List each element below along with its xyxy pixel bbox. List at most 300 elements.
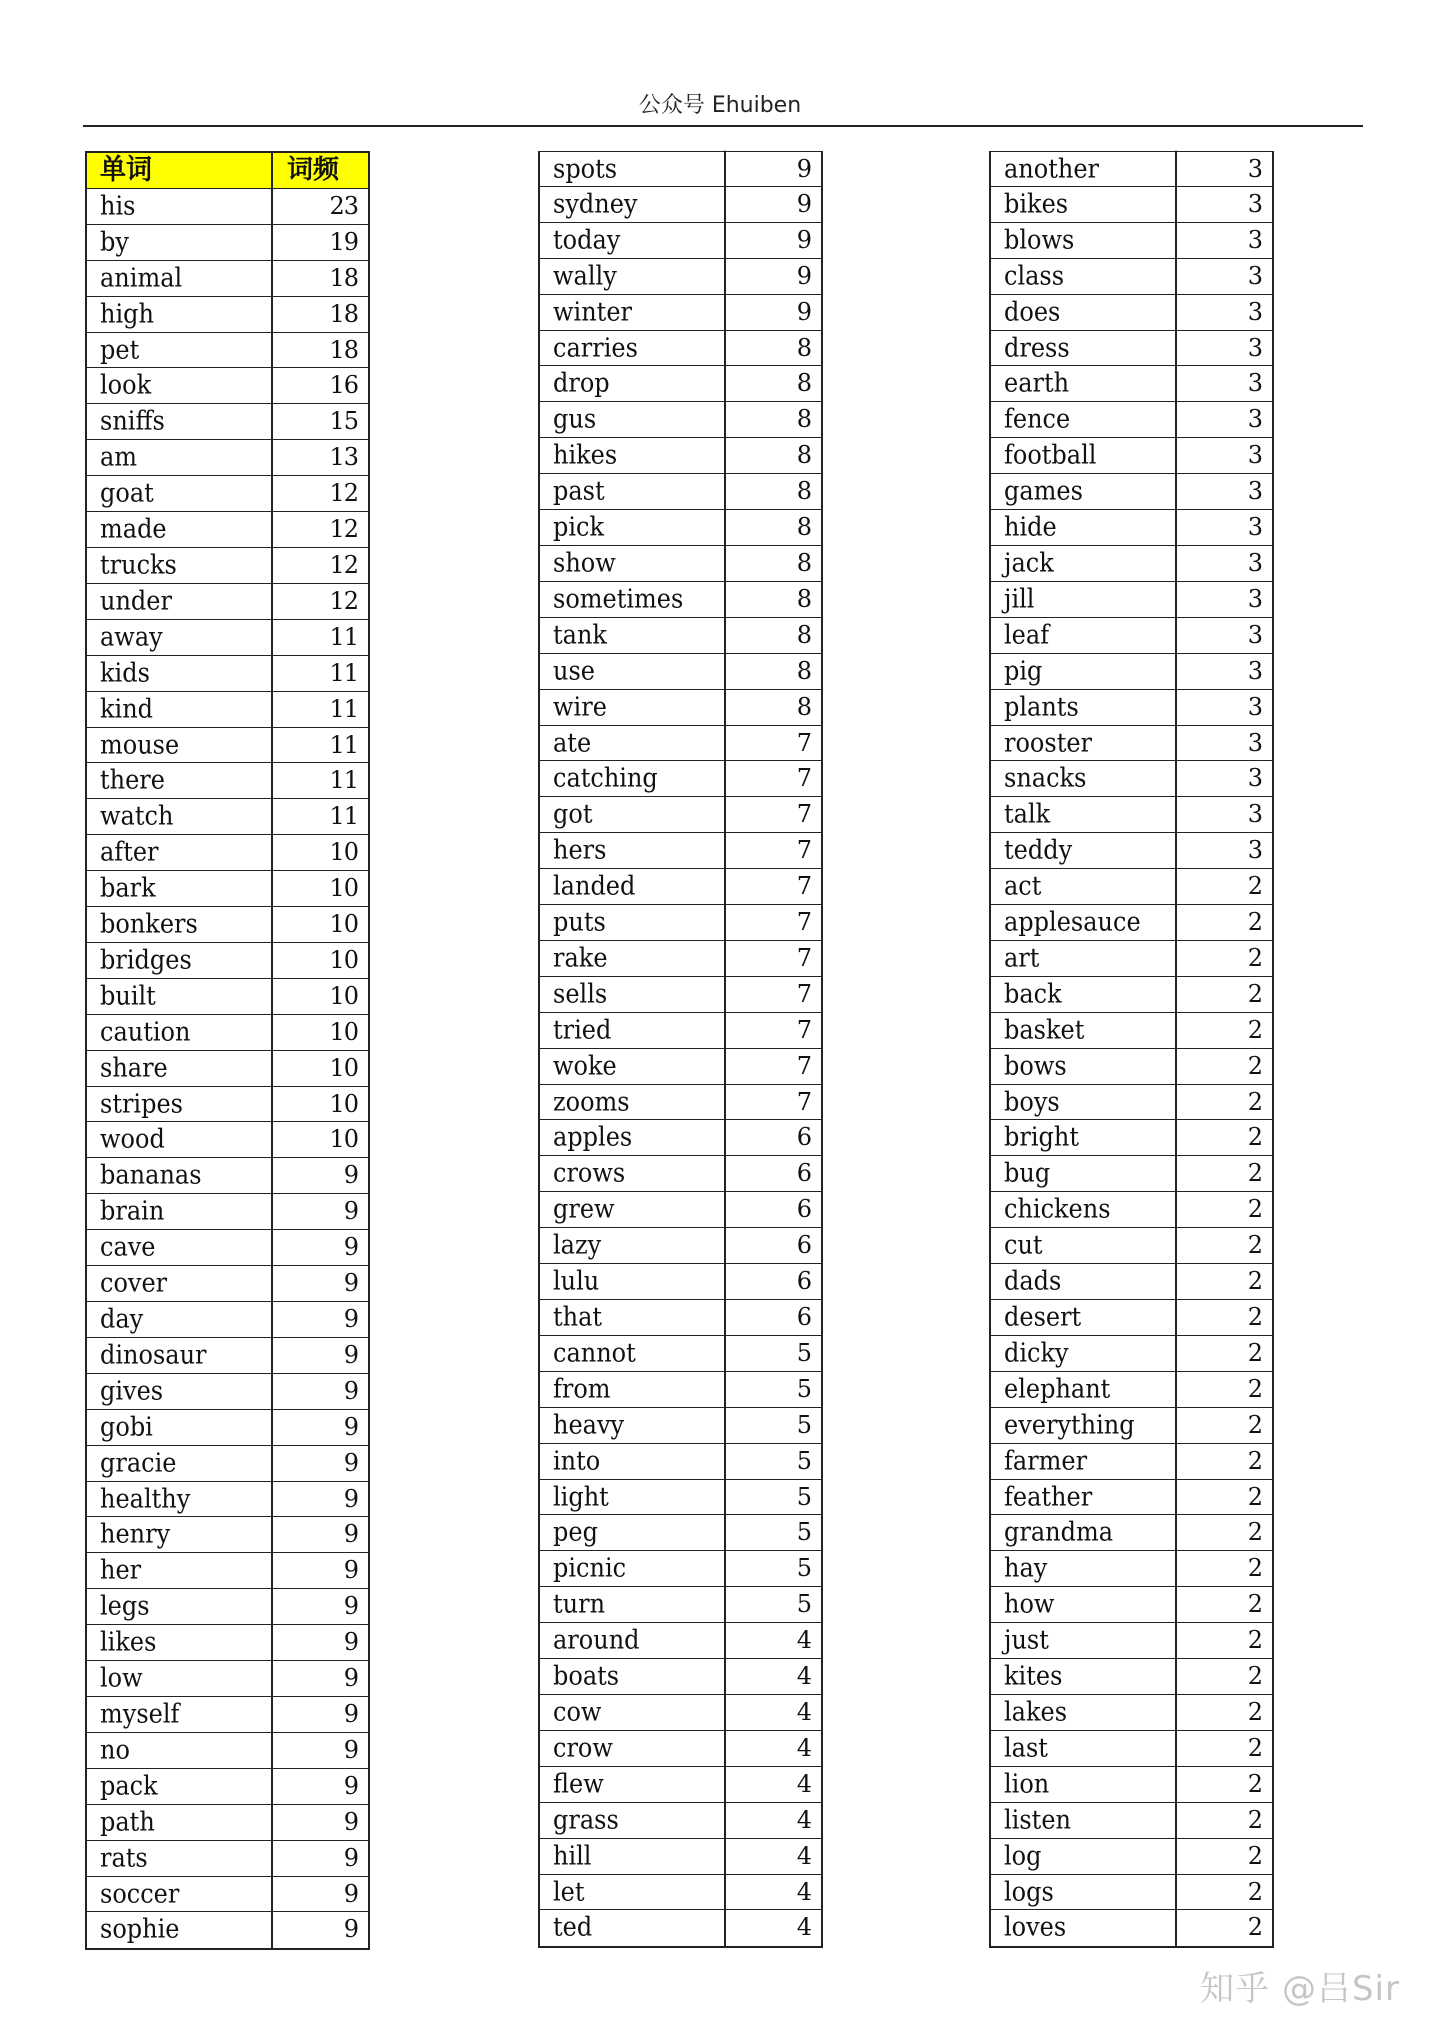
frequency-cell: 2 xyxy=(1247,1374,1262,1403)
word-cell: goat xyxy=(87,475,273,513)
table-row xyxy=(87,799,368,835)
table-row xyxy=(87,656,368,692)
frequency-cell: 2 xyxy=(1247,1482,1262,1511)
frequency-cell: 2 xyxy=(1247,872,1262,901)
word-cell: bark xyxy=(87,870,273,908)
frequency-cell: 3 xyxy=(1247,692,1262,721)
frequency-cell: 7 xyxy=(796,872,811,901)
frequency-cell: 5 xyxy=(796,1482,811,1511)
table-row xyxy=(991,690,1272,726)
word-cell: just xyxy=(991,1622,1177,1660)
table-row xyxy=(87,440,368,476)
frequency-cell: 8 xyxy=(796,333,811,362)
table-row xyxy=(540,402,821,438)
frequency-cell: 2 xyxy=(1247,1015,1262,1044)
word-cell: low xyxy=(87,1660,273,1698)
frequency-cell: 2 xyxy=(1247,908,1262,937)
word-cell: apples xyxy=(540,1119,726,1157)
frequency-cell: 2 xyxy=(1247,1733,1262,1762)
table-row xyxy=(87,1553,368,1589)
table-row xyxy=(87,1122,368,1158)
table-row xyxy=(87,584,368,620)
frequency-cell: 2 xyxy=(1247,1159,1262,1188)
word-table-column-2 xyxy=(538,151,823,1948)
frequency-cell: 4 xyxy=(796,1733,811,1762)
word-cell: there xyxy=(87,762,273,800)
table-row xyxy=(540,1372,821,1408)
word-cell: caution xyxy=(87,1013,273,1051)
table-row xyxy=(991,1515,1272,1551)
table-row xyxy=(991,510,1272,546)
frequency-cell: 12 xyxy=(329,550,358,579)
frequency-cell: 8 xyxy=(796,656,811,685)
frequency-cell: 2 xyxy=(1247,1877,1262,1906)
word-cell: wally xyxy=(540,257,726,295)
frequency-cell: 9 xyxy=(343,1699,358,1728)
word-cell: by xyxy=(87,223,273,261)
frequency-cell: 6 xyxy=(796,1123,811,1152)
table-row xyxy=(87,1482,368,1518)
frequency-cell: 9 xyxy=(343,1340,358,1369)
frequency-cell: 2 xyxy=(1247,1123,1262,1152)
table-row xyxy=(87,261,368,297)
table-row xyxy=(540,1875,821,1911)
frequency-cell: 3 xyxy=(1247,584,1262,613)
table-row xyxy=(991,761,1272,797)
frequency-cell: 2 xyxy=(1247,1805,1262,1834)
frequency-cell: 4 xyxy=(796,1697,811,1726)
word-cell: lakes xyxy=(991,1694,1177,1732)
word-cell: listen xyxy=(991,1801,1177,1839)
table-row xyxy=(540,690,821,726)
word-cell: kids xyxy=(87,654,273,692)
word-cell: crows xyxy=(540,1155,726,1193)
frequency-cell: 12 xyxy=(329,479,358,508)
table-row xyxy=(87,333,368,369)
table-row xyxy=(540,1731,821,1767)
frequency-cell: 2 xyxy=(1247,1913,1262,1942)
frequency-cell: 2 xyxy=(1247,1338,1262,1367)
frequency-cell: 5 xyxy=(796,1374,811,1403)
table-row xyxy=(991,1695,1272,1731)
word-cell: rats xyxy=(87,1839,273,1877)
table-row xyxy=(991,941,1272,977)
word-cell: gus xyxy=(540,401,726,439)
word-cell: boats xyxy=(540,1658,726,1696)
word-cell: football xyxy=(991,437,1177,475)
frequency-cell: 10 xyxy=(329,981,358,1010)
word-cell: bright xyxy=(991,1119,1177,1157)
word-cell: stripes xyxy=(87,1085,273,1123)
table-row xyxy=(991,1300,1272,1336)
table-row xyxy=(87,1194,368,1230)
word-cell: woke xyxy=(540,1047,726,1085)
frequency-cell: 3 xyxy=(1247,155,1262,183)
frequency-cell: 2 xyxy=(1247,1410,1262,1439)
table-row xyxy=(540,1408,821,1444)
table-row xyxy=(540,1480,821,1516)
word-cell: kind xyxy=(87,690,273,728)
table-row xyxy=(991,1480,1272,1516)
word-cell: picnic xyxy=(540,1550,726,1588)
table-row xyxy=(991,726,1272,762)
frequency-cell: 2 xyxy=(1247,1841,1262,1870)
word-cell: does xyxy=(991,293,1177,331)
word-cell: flew xyxy=(540,1765,726,1803)
word-cell: cannot xyxy=(540,1335,726,1373)
word-cell: from xyxy=(540,1370,726,1408)
word-cell: henry xyxy=(87,1516,273,1554)
word-cell: high xyxy=(87,295,273,333)
table-row xyxy=(991,1336,1272,1372)
frequency-cell: 2 xyxy=(1247,979,1262,1008)
table-row xyxy=(87,1087,368,1123)
watermark-text: 知乎 @吕Sir xyxy=(1200,1969,1400,2009)
table-row xyxy=(540,869,821,905)
word-cell: farmer xyxy=(991,1442,1177,1480)
frequency-cell: 9 xyxy=(343,1305,358,1333)
frequency-cell: 7 xyxy=(796,908,811,937)
frequency-cell: 2 xyxy=(1247,1769,1262,1798)
frequency-cell: 6 xyxy=(796,1267,811,1296)
table-row xyxy=(540,331,821,367)
table-row xyxy=(540,582,821,618)
word-cell: lion xyxy=(991,1765,1177,1803)
word-cell: no xyxy=(87,1731,273,1769)
frequency-cell: 4 xyxy=(796,1805,811,1834)
table-row xyxy=(87,1697,368,1733)
word-cell: heavy xyxy=(540,1406,726,1444)
table-row xyxy=(991,259,1272,295)
frequency-cell: 3 xyxy=(1247,656,1262,685)
table-row xyxy=(87,871,368,907)
word-cell: pet xyxy=(87,331,273,369)
frequency-cell: 3 xyxy=(1247,441,1262,470)
word-cell: wood xyxy=(87,1121,273,1159)
table-row xyxy=(540,833,821,869)
table-row xyxy=(87,1517,368,1553)
word-cell: pick xyxy=(540,509,726,547)
table-row xyxy=(991,977,1272,1013)
table-row xyxy=(540,797,821,833)
frequency-cell: 3 xyxy=(1247,189,1262,218)
table-row xyxy=(991,1085,1272,1121)
table-row xyxy=(87,763,368,799)
table-row xyxy=(991,1444,1272,1480)
frequency-cell: 5 xyxy=(796,1590,811,1619)
word-cell: dads xyxy=(991,1263,1177,1301)
word-cell: jill xyxy=(991,580,1177,618)
word-cell: applesauce xyxy=(991,904,1177,942)
table-row xyxy=(540,1587,821,1623)
table-row xyxy=(87,548,368,584)
table-row xyxy=(540,1300,821,1336)
frequency-cell: 3 xyxy=(1247,620,1262,649)
frequency-cell: 9 xyxy=(343,1592,358,1621)
table-row xyxy=(991,1623,1272,1659)
frequency-cell: 3 xyxy=(1247,297,1262,326)
table-row xyxy=(991,331,1272,367)
word-cell: am xyxy=(87,439,273,477)
frequency-cell: 18 xyxy=(329,299,358,328)
word-cell: peg xyxy=(540,1514,726,1552)
table-row xyxy=(991,1228,1272,1264)
word-cell: made xyxy=(87,511,273,549)
frequency-cell: 2 xyxy=(1247,1446,1262,1475)
table-row xyxy=(540,1515,821,1551)
word-cell: bonkers xyxy=(87,906,273,944)
table-row xyxy=(540,1049,821,1085)
frequency-cell: 5 xyxy=(796,1446,811,1475)
table-row xyxy=(87,1374,368,1410)
table-row xyxy=(87,1912,368,1948)
frequency-cell: 5 xyxy=(796,1338,811,1367)
word-cell: legs xyxy=(87,1588,273,1626)
table-row xyxy=(991,187,1272,223)
frequency-cell: 4 xyxy=(796,1662,811,1691)
word-cell: hikes xyxy=(540,437,726,475)
table-row xyxy=(540,151,821,187)
frequency-cell: 11 xyxy=(329,622,358,651)
frequency-cell: 23 xyxy=(329,191,358,220)
word-cell: how xyxy=(991,1586,1177,1624)
frequency-cell: 2 xyxy=(1247,943,1262,972)
frequency-cell: 7 xyxy=(796,1087,811,1116)
table-row xyxy=(991,1910,1272,1946)
word-cell: plants xyxy=(991,688,1177,726)
table-row xyxy=(991,1049,1272,1085)
frequency-cell: 8 xyxy=(796,692,811,721)
word-cell: spots xyxy=(540,151,726,188)
word-cell: feather xyxy=(991,1478,1177,1516)
frequency-cell: 3 xyxy=(1247,728,1262,757)
frequency-cell: 10 xyxy=(329,874,358,903)
word-cell: likes xyxy=(87,1624,273,1662)
frequency-cell: 4 xyxy=(796,1626,811,1655)
frequency-cell: 9 xyxy=(343,1233,358,1262)
frequency-cell: 8 xyxy=(796,620,811,649)
table-row xyxy=(540,474,821,510)
word-cell: loves xyxy=(991,1909,1177,1948)
frequency-cell: 5 xyxy=(796,1518,811,1547)
table-row xyxy=(991,1551,1272,1587)
table-row xyxy=(991,223,1272,259)
table-row xyxy=(87,297,368,333)
frequency-cell: 7 xyxy=(796,1015,811,1044)
table-row xyxy=(87,835,368,871)
table-row xyxy=(991,1120,1272,1156)
table-row xyxy=(87,225,368,261)
frequency-cell: 9 xyxy=(796,225,811,254)
table-row xyxy=(540,1767,821,1803)
word-cell: blows xyxy=(991,221,1177,259)
frequency-cell: 7 xyxy=(796,800,811,829)
word-cell: chickens xyxy=(991,1191,1177,1229)
frequency-cell: 12 xyxy=(329,515,358,544)
word-cell: hay xyxy=(991,1550,1177,1588)
word-cell: everything xyxy=(991,1406,1177,1444)
table-row xyxy=(540,618,821,654)
table-row xyxy=(540,366,821,402)
table-row xyxy=(991,1372,1272,1408)
word-cell: gobi xyxy=(87,1408,273,1446)
word-cell: mouse xyxy=(87,726,273,764)
table-row xyxy=(540,1120,821,1156)
table-row xyxy=(87,620,368,656)
frequency-cell: 2 xyxy=(1247,1087,1262,1116)
table-row xyxy=(991,1839,1272,1875)
table-row xyxy=(540,1336,821,1372)
word-cell: games xyxy=(991,473,1177,511)
page-header-title: 公众号 Ehuiben xyxy=(638,93,802,118)
word-cell: rooster xyxy=(991,724,1177,762)
frequency-cell: 11 xyxy=(329,766,358,795)
frequency-cell: 9 xyxy=(343,1771,358,1800)
word-cell: cow xyxy=(540,1694,726,1732)
word-cell: hide xyxy=(991,509,1177,547)
frequency-cell: 3 xyxy=(1247,225,1262,254)
frequency-cell: 9 xyxy=(343,1628,358,1657)
frequency-cell: 10 xyxy=(329,945,358,974)
word-cell: class xyxy=(991,257,1177,295)
word-table-column-1 xyxy=(85,151,370,1950)
frequency-cell: 7 xyxy=(796,979,811,1008)
frequency-cell: 3 xyxy=(1247,800,1262,829)
word-cell: show xyxy=(540,545,726,583)
word-cell: elephant xyxy=(991,1370,1177,1408)
word-cell: kites xyxy=(991,1658,1177,1696)
word-cell: today xyxy=(540,221,726,259)
word-cell: ted xyxy=(540,1909,726,1948)
word-cell: brain xyxy=(87,1193,273,1231)
word-cell: hers xyxy=(540,832,726,870)
frequency-cell: 19 xyxy=(329,227,358,256)
table-row xyxy=(87,1230,368,1266)
word-cell: sniffs xyxy=(87,403,273,441)
word-cell: art xyxy=(991,940,1177,978)
table-row xyxy=(991,1767,1272,1803)
table-row xyxy=(87,404,368,440)
frequency-cell: 3 xyxy=(1247,261,1262,290)
table-row xyxy=(87,1158,368,1194)
word-cell: around xyxy=(540,1622,726,1660)
word-cell: catching xyxy=(540,760,726,798)
frequency-cell: 9 xyxy=(343,1376,358,1405)
word-cell: gracie xyxy=(87,1444,273,1482)
frequency-cell: 13 xyxy=(329,443,358,472)
table-row xyxy=(87,1015,368,1051)
table-row xyxy=(991,295,1272,331)
word-cell: pig xyxy=(991,652,1177,690)
word-cell: look xyxy=(87,367,273,405)
word-cell: lazy xyxy=(540,1227,726,1265)
table-row xyxy=(87,979,368,1015)
word-cell: lulu xyxy=(540,1263,726,1301)
frequency-cell: 10 xyxy=(329,838,358,867)
frequency-cell: 2 xyxy=(1247,1195,1262,1224)
table-row xyxy=(87,1266,368,1302)
word-cell: log xyxy=(991,1837,1177,1875)
frequency-cell: 3 xyxy=(1247,764,1262,793)
frequency-cell: 9 xyxy=(343,1807,358,1836)
word-cell: her xyxy=(87,1552,273,1590)
frequency-cell: 9 xyxy=(343,1269,358,1298)
frequency-cell: 5 xyxy=(796,1410,811,1439)
word-cell: sometimes xyxy=(540,580,726,618)
table-row xyxy=(991,151,1272,187)
word-cell: act xyxy=(991,868,1177,906)
frequency-cell: 3 xyxy=(1247,405,1262,434)
table-row xyxy=(540,1695,821,1731)
table-row xyxy=(991,654,1272,690)
table-row xyxy=(540,726,821,762)
table-row xyxy=(540,546,821,582)
table-row xyxy=(87,1805,368,1841)
table-row xyxy=(540,510,821,546)
word-cell: myself xyxy=(87,1696,273,1734)
frequency-cell: 2 xyxy=(1247,1051,1262,1080)
word-cell: trucks xyxy=(87,547,273,585)
table-row xyxy=(540,1192,821,1228)
frequency-cell: 9 xyxy=(343,1879,358,1908)
word-cell: light xyxy=(540,1478,726,1516)
word-cell: that xyxy=(540,1299,726,1337)
frequency-column-header: 词频 xyxy=(287,155,340,185)
table-row xyxy=(991,1156,1272,1192)
table-row xyxy=(87,512,368,548)
word-cell: fence xyxy=(991,401,1177,439)
frequency-cell: 8 xyxy=(796,477,811,506)
table-row xyxy=(540,1444,821,1480)
frequency-cell: 4 xyxy=(796,1913,811,1942)
frequency-cell: 6 xyxy=(796,1195,811,1224)
frequency-cell: 8 xyxy=(796,405,811,434)
table-row xyxy=(540,941,821,977)
table-row xyxy=(87,943,368,979)
table-row xyxy=(87,1410,368,1446)
word-cell: logs xyxy=(991,1873,1177,1911)
frequency-cell: 4 xyxy=(796,1841,811,1870)
word-cell: soccer xyxy=(87,1875,273,1913)
frequency-cell: 3 xyxy=(1247,836,1262,865)
word-cell: wire xyxy=(540,688,726,726)
word-cell: gives xyxy=(87,1372,273,1410)
word-cell: carries xyxy=(540,329,726,367)
frequency-cell: 16 xyxy=(329,371,358,400)
frequency-cell: 8 xyxy=(796,584,811,613)
word-cell: after xyxy=(87,834,273,872)
frequency-cell: 7 xyxy=(796,764,811,793)
table-row xyxy=(540,761,821,797)
word-cell: winter xyxy=(540,293,726,331)
word-cell: back xyxy=(991,975,1177,1013)
table-row xyxy=(991,1731,1272,1767)
word-cell: landed xyxy=(540,868,726,906)
frequency-cell: 9 xyxy=(343,1412,358,1441)
word-cell: dinosaur xyxy=(87,1337,273,1375)
table-row xyxy=(991,1013,1272,1049)
header-divider xyxy=(83,125,1363,127)
frequency-cell: 7 xyxy=(796,728,811,757)
table-row xyxy=(991,1875,1272,1911)
frequency-cell: 4 xyxy=(796,1877,811,1906)
table-row xyxy=(87,189,368,225)
table-row xyxy=(991,1264,1272,1300)
frequency-cell: 2 xyxy=(1247,1662,1262,1691)
table-row xyxy=(540,977,821,1013)
table-row xyxy=(87,1733,368,1769)
frequency-cell: 11 xyxy=(329,694,358,723)
